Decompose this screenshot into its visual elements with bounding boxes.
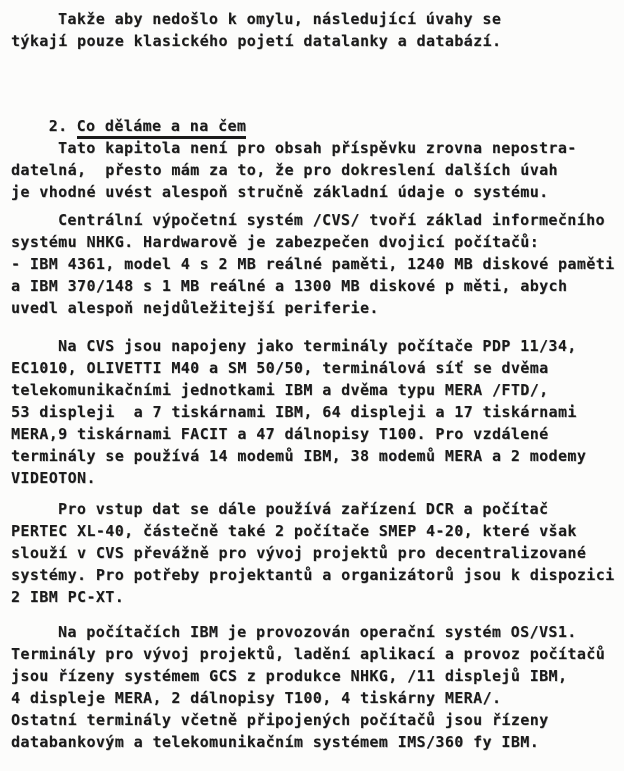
terminals-paragraph xyxy=(11,335,620,489)
text-line: VIDEOTON. xyxy=(11,469,96,487)
text-line: Tato kapitola není pro obsah příspěvku zrovna nepostra- xyxy=(58,139,577,157)
text-line: slouží v CVS převážně pro vývoj projektů pro decentralizované xyxy=(11,544,587,562)
chapter-intro-paragraph xyxy=(11,137,620,203)
text-line: týkají pouze klasického pojetí datalanky a databází. xyxy=(11,32,502,50)
text-line: Na CVS jsou napojeny jako terminály počítače PDP 11/34, xyxy=(58,337,577,355)
text-line: Centrální výpočetní systém /CVS/ tvoří základ informečního xyxy=(58,211,605,229)
text-line: terminály se používá 14 modemů IBM, 38 modemů MERA a 2 modemy xyxy=(11,447,587,465)
text-line: databankovým a telekomunikačním systémem IMS/360 fy IBM. xyxy=(11,733,540,751)
section-title: Co děláme a na čem xyxy=(77,117,247,139)
text-line: a IBM 370/148 s 1 MB reálné a 1300 MB diskové p měti, abych xyxy=(11,277,568,295)
intro-paragraph xyxy=(11,8,620,52)
text-line: jsou řízeny systémem GCS z produkce NHKG, /11 displejů IBM, xyxy=(11,667,568,685)
text-line: PERTEC XL-40, částečně také 2 počítače SMEP 4-20, které však xyxy=(11,522,577,540)
text-line: je vhodné uvést alespoň stručně základní údaje o systému. xyxy=(11,183,549,201)
text-line: telekomunikačními jednotkami IBM a dvěma typu MERA /FTD/, xyxy=(11,381,549,399)
section-heading xyxy=(11,93,620,135)
text-line: systémy. Pro potřeby projektantů a organizátorů jsou k dispozici xyxy=(11,566,615,584)
text-line: Terminály pro vývoj projektů, ladění aplikací a provoz počítačů xyxy=(11,645,606,663)
data-input-paragraph xyxy=(11,498,620,608)
text-line: Na počítačích IBM je provozován operační systém OS/VS1. xyxy=(58,623,577,641)
text-line: Takže aby nedošlo k omylu, následující úvahy se xyxy=(58,10,502,28)
text-line: Pro vstup dat se dále používá zařízení DCR a počítač xyxy=(58,500,549,518)
text-line: systému NHKG. Hardwarově je zabezpečen dvojicí počítačů: xyxy=(11,233,540,251)
text-line: Ostatní terminály včetně připojených počítačů jsou řízeny xyxy=(11,711,549,729)
cvs-hardware-paragraph xyxy=(11,209,620,319)
text-line: 53 displeji a 7 tiskárnami IBM, 64 displeji a 17 tiskárnami xyxy=(11,403,577,421)
operating-system-paragraph xyxy=(11,621,620,753)
text-line: uvedl alespoň nejdůležitejší periferie. xyxy=(11,299,379,317)
text-line: datelná, přesto mám za to, že pro dokreslení dalších úvah xyxy=(11,161,558,179)
section-number: 2. xyxy=(48,117,68,135)
text-line: EC1010, OLIVETTI M40 a SM 50/50, terminálová síť se dvěma xyxy=(11,359,549,377)
text-line: - IBM 4361, model 4 s 2 MB reálné paměti, 1240 MB diskové paměti xyxy=(11,255,615,273)
text-line: MERA,9 tiskárnami FACIT a 47 dálnopisy T100. Pro vzdálené xyxy=(11,425,549,443)
text-line: 2 IBM PC-XT. xyxy=(11,588,125,606)
text-line: 4 displeje MERA, 2 dálnopisy T100, 4 tiskárny MERA/. xyxy=(11,689,502,707)
